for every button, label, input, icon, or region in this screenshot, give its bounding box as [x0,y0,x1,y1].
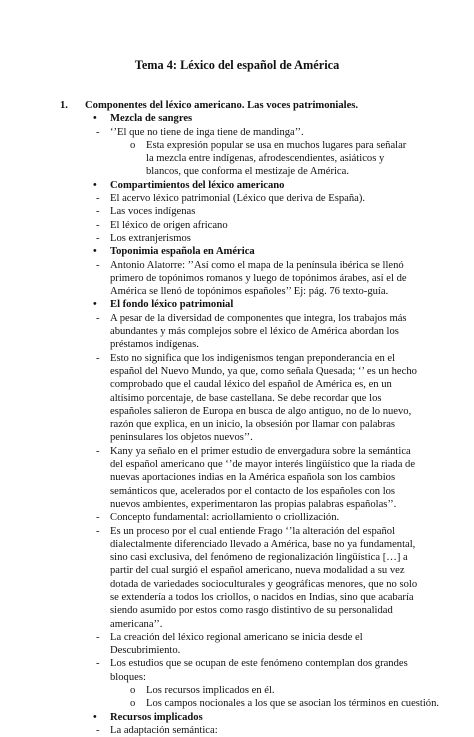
dash-marker: - [96,259,100,271]
subsection-heading: • Mezcla de sangres [93,113,193,125]
subsection-heading: • Compartimientos del léxico americano [93,179,285,191]
document-body [0,99,474,737]
dash-marker: - [96,512,100,524]
dash-marker: - [96,206,100,218]
dash-marker: - [96,126,100,138]
subsection-heading: • Toponimia española en América [93,246,255,258]
sub-list-item: o Los campos nocionales a los que se asocian los términos en cuestión. [130,698,440,710]
dash-marker: - [96,232,100,244]
section-title: Componentes del léxico americano. Las voces patrimoniales. [85,100,359,111]
list-item: - La creación del léxico regional americano se inicia desde el Descubrimiento. [96,631,363,657]
section-heading-1 [0,99,474,112]
dash-marker: - [96,312,100,324]
subsection-heading: • El fondo léxico patrimonial [93,299,234,311]
circle-marker: o [130,139,136,151]
list-item: - Antonio Alatorre: ’’Así como el mapa de la península ibérica se llenó primero de topónimos romanos y luego de topónimos árabes, así el de América se llenó de topónimos españoles’’ Ej: pág. 76 texto-guía. [96,259,407,298]
dash-marker: - [96,631,100,643]
bullet-marker: • [93,299,97,311]
circle-marker: o [130,685,136,697]
dash-marker: - [96,193,100,205]
document-title: Tema 4: Léxico del español de América [134,58,340,72]
section-number: 1. [60,100,68,111]
list-item: - La adaptación semántica: [96,724,218,736]
dash-marker: - [96,445,100,457]
list-item: - El acervo léxico patrimonial (Léxico que deriva de España). [96,193,366,205]
dash-marker: - [96,352,100,364]
list-item: - Kany ya señalo en el primer estudio de envergadura sobre la semántica del español americano que ‘’de mayor interés lingüístico que la riada de nuevas aportaciones indias en la América española son los cambios semánticos que, acelerados por el contacto de los españoles con los nuevos ambientes, experimentaron las propias palabras españolas’’. [96,445,416,510]
dash-marker: - [96,658,100,670]
dash-marker: - [96,525,100,537]
bullet-marker: • [93,113,97,125]
list-item: - Los extranjerismos [96,232,191,244]
list-item: - Es un proceso por el cual entiende Frago ‘’la alteración del español dialectalmente diferenciado llevado a América, base no ya fundamental, sino casi exclusiva, del fenómeno de regionalización lingüística […] a partir del cual surgió el español americano, nueva modalidad a su vez dotada de variedades socioculturales y geográficas menores, que no solo se extendería a todos los criollos, o nacidos en Indias, sino que acabaría siendo asumido por estos como rasgo distintivo de su personalidad americana’’. [96,525,418,630]
sub-list-item: o Esta expresión popular se usa en muchos lugares para señalar la mezcla entre indígenas, afrodescendientes, asiáticos y blancos, que conforma el mestizaje de América. [130,139,407,178]
sub-list-item: o Los recursos implicados en él. [130,685,275,697]
dash-marker: - [96,724,100,736]
list-item: - A pesar de la diversidad de componentes que integra, los trabajos más abundantes y más complejos sobre el léxico de América abordan los préstamos indígenas. [96,312,407,351]
list-item: - Las voces indígenas [96,206,196,218]
dash-marker: - [96,219,100,231]
bullet-marker: • [93,246,97,258]
circle-marker: o [130,698,136,710]
subsection-heading: • Recursos implicados [93,711,203,723]
list-item: - Esto no significa que los indigenismos tengan preponderancia en el español del Nuevo Mundo, ya que, como señala Quesada; ‘’ es un hecho comprobado que el caudal léxico del español de América es, en un altísimo porcentaje, de base castellana. Se debe recordar que los españoles salieron de Europa en busca de algo antiguo, no de lo nuevo, razón que explica, en un inicio, la obsesión por llamar con palabras peninsulares los objetos nuevos’’. [96,352,417,444]
list-item: - El léxico de origen africano [96,219,228,231]
list-item: - ‘’El que no tiene de inga tiene de mandinga’’. [96,126,304,138]
list-item: - Los estudios que se ocupan de este fenómeno contemplan dos grandes bloques: [96,658,408,683]
bullet-marker: • [93,179,97,191]
list-item: - Concepto fundamental: acriollamiento o criollización. [96,512,340,524]
bullet-marker: • [93,711,97,723]
